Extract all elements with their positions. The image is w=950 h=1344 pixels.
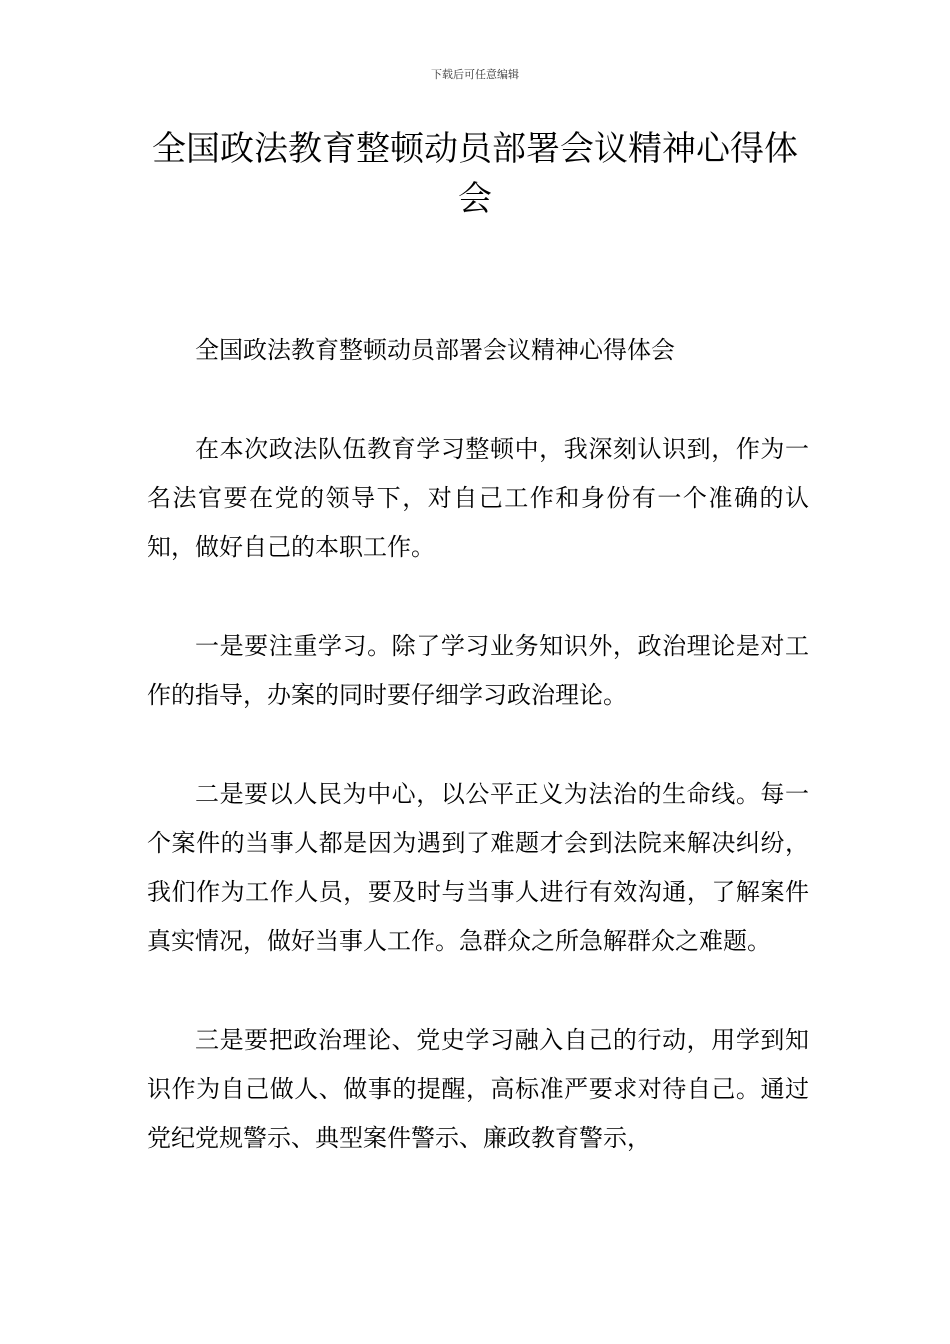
- paragraph: 三是要把政治理论、党史学习融入自己的行动，用学到知识作为自己做人、做事的提醒，高标准严要求对待自己。通过党纪党规警示、典型案件警示、廉政教育警示，: [147, 1026, 809, 1152]
- paragraph: 在本次政法队伍教育学习整顿中，我深刻认识到，作为一名法官要在党的领导下，对自己工作和身份有一个准确的认知，做好自己的本职工作。: [147, 435, 809, 561]
- header-note: 下载后可任意编辑: [431, 68, 519, 81]
- document-title: 全国政法教育整顿动员部署会议精神心得体会: [152, 129, 798, 219]
- paragraph: 二是要以人民为中心，以公平正义为法治的生命线。每一个案件的当事人都是因为遇到了难题才会到法院来解决纠纷，我们作为工作人员，要及时与当事人进行有效沟通，了解案件真实情况，做好当事人工作。急群众之所急解群众之难题。: [147, 780, 809, 955]
- paragraph: 一是要注重学习。除了学习业务知识外，政治理论是对工作的指导，办案的同时要仔细学习政治理论。: [147, 632, 809, 709]
- document-body: [147, 326, 809, 1213]
- paragraph-subtitle: 全国政法教育整顿动员部署会议精神心得体会: [195, 336, 675, 364]
